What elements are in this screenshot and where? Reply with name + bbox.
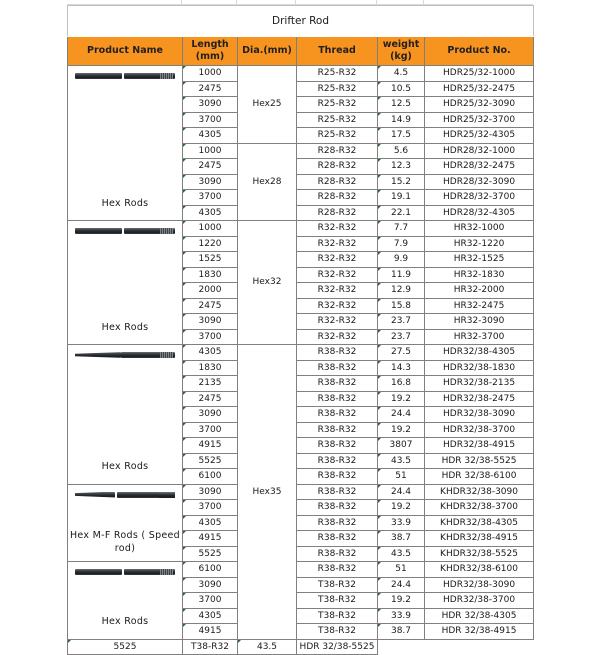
cell-weight[interactable]: 4.5	[378, 66, 425, 82]
cell-comment-flag-icon	[183, 516, 186, 519]
cell-length[interactable]: 3090	[183, 407, 238, 423]
cell-comment-flag-icon	[378, 66, 381, 69]
cell-comment-flag-icon	[183, 175, 186, 178]
cell-product-no[interactable]: HR32-1220	[425, 236, 534, 252]
cell-length[interactable]: 3700	[183, 593, 238, 609]
cell-product-no[interactable]: HDR 32/38-5525	[425, 453, 534, 469]
cell-length[interactable]: 1830	[183, 267, 238, 283]
cell-product-no[interactable]: HDR25/32-1000	[425, 66, 534, 82]
cell-comment-flag-icon	[183, 624, 186, 627]
cell-comment-flag-icon	[183, 128, 186, 131]
cell-comment-flag-icon	[378, 361, 381, 364]
drifter-rod-image	[75, 73, 175, 79]
cell-comment-flag-icon	[183, 578, 186, 581]
ghost-cell	[237, 0, 296, 4]
product-name-cell[interactable]	[68, 562, 183, 640]
cell-weight[interactable]: 43.5	[238, 639, 297, 655]
cell-length[interactable]: 6100	[183, 562, 238, 578]
cell-product-no[interactable]: HR32-1000	[425, 221, 534, 237]
cell-weight[interactable]: 12.9	[378, 283, 425, 299]
cell-comment-flag-icon	[378, 221, 381, 224]
cell-length[interactable]: 4915	[183, 624, 238, 640]
cell-weight[interactable]: 23.7	[378, 314, 425, 330]
cell-comment-flag-icon	[238, 640, 241, 643]
cell-length[interactable]: 3090	[183, 314, 238, 330]
cell-comment-flag-icon	[183, 113, 186, 116]
cell-product-no[interactable]: HDR28/32-3700	[425, 190, 534, 206]
cell-thread[interactable]: R38-R32	[297, 391, 378, 407]
cell-weight[interactable]: 5.6	[378, 143, 425, 159]
cell-weight[interactable]: 19.2	[378, 593, 425, 609]
cell-length[interactable]: 3090	[183, 97, 238, 113]
cell-comment-flag-icon	[183, 423, 186, 426]
cell-length[interactable]: 3700	[183, 190, 238, 206]
cell-thread[interactable]: R38-R32	[297, 546, 378, 562]
cell-product-no[interactable]: HDR32/38-3700	[425, 593, 534, 609]
cell-product-no[interactable]: HDR32/38-2135	[425, 376, 534, 392]
cell-length[interactable]: 2135	[183, 376, 238, 392]
cell-thread[interactable]: R28-R32	[297, 205, 378, 221]
cell-thread[interactable]: T38-R32	[297, 624, 378, 640]
cell-comment-flag-icon	[378, 578, 381, 581]
cell-product-no[interactable]: HDR32/38-3090	[425, 407, 534, 423]
title-row	[68, 6, 534, 37]
cell-comment-flag-icon	[183, 345, 186, 348]
cell-length[interactable]: 1000	[183, 66, 238, 82]
cell-length[interactable]: 6100	[183, 469, 238, 485]
table-row[interactable]	[68, 66, 534, 82]
cell-thread[interactable]: R32-R32	[297, 221, 378, 237]
cell-length[interactable]: 1525	[183, 252, 238, 268]
cell-comment-flag-icon	[378, 624, 381, 627]
cell-length[interactable]: 1000	[183, 143, 238, 159]
cell-weight[interactable]: 43.5	[378, 546, 425, 562]
cell-product-no[interactable]: HDR 32/38-4305	[425, 608, 534, 624]
cell-comment-flag-icon	[378, 144, 381, 147]
cell-product-no[interactable]: KHDR32/38-3090	[425, 484, 534, 500]
cell-comment-flag-icon	[378, 376, 381, 379]
cell-comment-flag-icon	[183, 562, 186, 565]
product-name-label: Hex Rods	[101, 321, 149, 333]
column-header-thread[interactable]: Thread	[297, 37, 378, 66]
cell-product-no[interactable]: HDR25/32-4305	[425, 128, 534, 144]
cell-weight[interactable]: 33.9	[378, 515, 425, 531]
cell-product-no[interactable]: KHDR32/38-6100	[425, 562, 534, 578]
cell-thread[interactable]: T38-R32	[297, 577, 378, 593]
column-header-length[interactable]	[183, 37, 238, 66]
cell-comment-flag-icon	[183, 82, 186, 85]
cell-product-no[interactable]: HDR32/38-4915	[425, 438, 534, 454]
cell-weight[interactable]: 24.4	[378, 484, 425, 500]
cell-thread[interactable]: R28-R32	[297, 159, 378, 175]
ghost-cell	[424, 0, 533, 4]
cell-comment-flag-icon	[378, 423, 381, 426]
cell-length[interactable]: 1830	[183, 360, 238, 376]
cell-product-no[interactable]: HDR 32/38-5525	[297, 639, 378, 655]
cell-weight[interactable]: 7.7	[378, 221, 425, 237]
table-row[interactable]	[68, 562, 534, 578]
cell-comment-flag-icon	[378, 438, 381, 441]
cell-weight[interactable]: 15.8	[378, 298, 425, 314]
table-header-row	[68, 37, 534, 66]
product-name-label: Hex Rods	[101, 197, 149, 209]
cell-comment-flag-icon	[183, 221, 186, 224]
cell-weight[interactable]: 10.5	[378, 81, 425, 97]
cell-length[interactable]: 3090	[183, 484, 238, 500]
cell-thread[interactable]: R38-R32	[297, 345, 378, 361]
cell-length[interactable]: 4305	[183, 128, 238, 144]
cell-length[interactable]: 3090	[183, 174, 238, 190]
ghost-cell	[182, 0, 237, 4]
cell-comment-flag-icon	[68, 640, 71, 643]
speed-rod-image	[75, 492, 175, 498]
ghost-cell	[296, 0, 377, 4]
cell-thread[interactable]: R32-R32	[297, 329, 378, 345]
cell-length[interactable]: 2000	[183, 283, 238, 299]
cell-length[interactable]: 4305	[183, 205, 238, 221]
cell-weight[interactable]: 17.5	[378, 128, 425, 144]
cell-comment-flag-icon	[183, 469, 186, 472]
cell-dia[interactable]: Hex35	[238, 345, 297, 640]
cell-length[interactable]: 4305	[183, 345, 238, 361]
cell-comment-flag-icon	[183, 531, 186, 534]
cell-thread[interactable]: T38-R32	[297, 593, 378, 609]
cell-weight[interactable]: 19.1	[378, 190, 425, 206]
cell-product-no[interactable]: HDR 32/38-4915	[425, 624, 534, 640]
cell-thread[interactable]: R38-R32	[297, 469, 378, 485]
cell-comment-flag-icon	[378, 593, 381, 596]
cell-comment-flag-icon	[378, 97, 381, 100]
cell-comment-flag-icon	[378, 500, 381, 503]
cell-comment-flag-icon	[183, 66, 186, 69]
cell-length[interactable]: 4915	[183, 531, 238, 547]
cell-comment-flag-icon	[378, 531, 381, 534]
cell-comment-flag-icon	[183, 97, 186, 100]
cell-weight[interactable]: 11.9	[378, 267, 425, 283]
cell-comment-flag-icon	[183, 392, 186, 395]
cell-comment-flag-icon	[183, 438, 186, 441]
cell-length[interactable]: 3700	[183, 422, 238, 438]
cell-thread[interactable]: T38-R32	[183, 639, 238, 655]
cell-length[interactable]: 5525	[68, 639, 183, 655]
cell-thread[interactable]: R38-R32	[297, 484, 378, 500]
cell-thread[interactable]: R32-R32	[297, 298, 378, 314]
cell-weight[interactable]: 7.9	[378, 236, 425, 252]
cell-thread[interactable]: R25-R32	[297, 128, 378, 144]
cell-thread[interactable]: R32-R32	[297, 283, 378, 299]
cell-product-no[interactable]: HDR32/38-3090	[425, 577, 534, 593]
cell-product-no[interactable]: KHDR32/38-3700	[425, 500, 534, 516]
cell-thread[interactable]: R32-R32	[297, 267, 378, 283]
product-name-label: Hex Rods	[101, 461, 149, 473]
product-name-cell[interactable]	[68, 221, 183, 345]
cell-weight[interactable]: 16.8	[378, 376, 425, 392]
cell-product-no[interactable]: HR32-3090	[425, 314, 534, 330]
product-name-cell[interactable]	[68, 66, 183, 221]
cell-comment-flag-icon	[378, 407, 381, 410]
cell-comment-flag-icon	[183, 593, 186, 596]
cell-comment-flag-icon	[183, 407, 186, 410]
cell-product-no[interactable]: HR32-2475	[425, 298, 534, 314]
cell-comment-flag-icon	[378, 299, 381, 302]
cell-product-no[interactable]: HDR32/38-1830	[425, 360, 534, 376]
cell-length[interactable]: 4915	[183, 438, 238, 454]
cell-comment-flag-icon	[378, 485, 381, 488]
cell-comment-flag-icon	[183, 159, 186, 162]
cell-weight[interactable]: 33.9	[378, 608, 425, 624]
cell-weight[interactable]: 14.9	[378, 112, 425, 128]
cell-comment-flag-icon	[183, 314, 186, 317]
cell-weight[interactable]: 38.7	[378, 531, 425, 547]
cell-weight[interactable]: 23.7	[378, 329, 425, 345]
cell-comment-flag-icon	[378, 159, 381, 162]
drifter-rod-image	[75, 352, 175, 358]
column-header-unit: (kg)	[390, 51, 412, 62]
ghost-cell	[67, 0, 182, 4]
cell-comment-flag-icon	[183, 330, 186, 333]
cell-thread[interactable]: T38-R32	[297, 608, 378, 624]
product-name-label: Hex Rods	[101, 616, 149, 628]
cell-comment-flag-icon	[378, 547, 381, 550]
cell-length[interactable]: 2475	[183, 391, 238, 407]
column-header-product_no[interactable]: Product No.	[425, 37, 534, 66]
cell-thread[interactable]: R38-R32	[297, 360, 378, 376]
cell-product-no[interactable]: HDR28/32-4305	[425, 205, 534, 221]
cell-product-no[interactable]: HDR25/32-3700	[425, 112, 534, 128]
cell-weight[interactable]: 24.4	[378, 577, 425, 593]
cell-thread[interactable]: R38-R32	[297, 500, 378, 516]
cell-comment-flag-icon	[183, 268, 186, 271]
product-name-cell[interactable]	[68, 345, 183, 485]
cell-product-no[interactable]: HDR32/38-3700	[425, 422, 534, 438]
cell-length[interactable]: 2475	[183, 159, 238, 175]
cell-comment-flag-icon	[183, 190, 186, 193]
drifter-rod-image	[75, 228, 175, 234]
cell-weight[interactable]: 14.3	[378, 360, 425, 376]
cell-weight[interactable]: 12.5	[378, 97, 425, 113]
cell-comment-flag-icon	[378, 128, 381, 131]
column-header-weight[interactable]	[378, 37, 425, 66]
cell-weight[interactable]: 43.5	[378, 453, 425, 469]
cell-thread[interactable]: R38-R32	[297, 376, 378, 392]
cell-weight[interactable]: 12.3	[378, 159, 425, 175]
cell-comment-flag-icon	[378, 392, 381, 395]
column-header-label: Length	[191, 39, 229, 51]
cell-comment-flag-icon	[183, 485, 186, 488]
cell-length[interactable]: 2475	[183, 298, 238, 314]
cell-thread[interactable]: R32-R32	[297, 236, 378, 252]
product-name-cell[interactable]	[68, 484, 183, 562]
cell-dia[interactable]: Hex32	[238, 221, 297, 345]
cell-comment-flag-icon	[378, 283, 381, 286]
cell-product-no[interactable]: HR32-1830	[425, 267, 534, 283]
cell-comment-flag-icon	[378, 206, 381, 209]
cell-length[interactable]: 5525	[183, 453, 238, 469]
cell-length[interactable]: 3700	[183, 500, 238, 516]
cell-weight[interactable]: 38.7	[378, 624, 425, 640]
cell-dia[interactable]: Hex28	[238, 143, 297, 221]
cell-thread[interactable]: R28-R32	[297, 143, 378, 159]
cell-length[interactable]: 4305	[183, 608, 238, 624]
cell-length[interactable]: 4305	[183, 515, 238, 531]
cell-product-no[interactable]: KHDR32/38-4305	[425, 515, 534, 531]
cell-product-no[interactable]: HDR32/38-4305	[425, 345, 534, 361]
cell-comment-flag-icon	[183, 299, 186, 302]
cell-comment-flag-icon	[378, 82, 381, 85]
drifter-rod-image	[75, 569, 175, 575]
cell-dia[interactable]: Hex25	[238, 66, 297, 144]
cell-thread[interactable]: R38-R32	[297, 438, 378, 454]
cell-comment-flag-icon	[183, 547, 186, 550]
cell-weight[interactable]: 19.2	[378, 391, 425, 407]
cell-weight[interactable]: 3807	[378, 438, 425, 454]
table-row[interactable]	[68, 484, 534, 500]
cell-thread[interactable]: R25-R32	[297, 66, 378, 82]
cell-comment-flag-icon	[378, 113, 381, 116]
cell-weight[interactable]: 19.2	[378, 422, 425, 438]
cell-comment-flag-icon	[183, 454, 186, 457]
cell-product-no[interactable]: HDR28/32-1000	[425, 143, 534, 159]
cell-weight[interactable]: 19.2	[378, 500, 425, 516]
cell-comment-flag-icon	[378, 345, 381, 348]
cell-comment-flag-icon	[378, 516, 381, 519]
cell-comment-flag-icon	[378, 330, 381, 333]
cell-weight[interactable]: 51	[378, 469, 425, 485]
cell-comment-flag-icon	[378, 252, 381, 255]
cell-product-no[interactable]: HDR 32/38-6100	[425, 469, 534, 485]
cell-weight[interactable]: 27.5	[378, 345, 425, 361]
cell-length[interactable]: 3700	[183, 329, 238, 345]
cell-weight[interactable]: 24.4	[378, 407, 425, 423]
cell-product-no[interactable]: HDR28/32-3090	[425, 174, 534, 190]
table-row[interactable]	[68, 345, 534, 361]
table-row[interactable]	[68, 639, 534, 655]
cell-comment-flag-icon	[378, 562, 381, 565]
column-header-unit: (mm)	[195, 51, 225, 62]
cell-thread[interactable]: R28-R32	[297, 190, 378, 206]
cell-comment-flag-icon	[378, 175, 381, 178]
cell-comment-flag-icon	[378, 314, 381, 317]
cell-comment-flag-icon	[183, 376, 186, 379]
cell-thread[interactable]: R32-R32	[297, 252, 378, 268]
column-header-product_name[interactable]: Product Name	[68, 37, 183, 66]
column-header-label: weight	[382, 39, 420, 51]
cell-comment-flag-icon	[378, 454, 381, 457]
cell-thread[interactable]: R25-R32	[297, 81, 378, 97]
cell-thread[interactable]: R38-R32	[297, 562, 378, 578]
cell-weight[interactable]: 9.9	[378, 252, 425, 268]
cell-length[interactable]: 3090	[183, 577, 238, 593]
cell-comment-flag-icon	[183, 206, 186, 209]
cell-product-no[interactable]: HR32-1525	[425, 252, 534, 268]
cell-comment-flag-icon	[378, 268, 381, 271]
cell-comment-flag-icon	[378, 190, 381, 193]
drifter-rod-table	[67, 5, 534, 655]
cell-thread[interactable]: R28-R32	[297, 174, 378, 190]
cell-comment-flag-icon	[183, 283, 186, 286]
cell-product-no[interactable]: KHDR32/38-4915	[425, 531, 534, 547]
cell-product-no[interactable]: HR32-3700	[425, 329, 534, 345]
cell-length[interactable]: 3700	[183, 112, 238, 128]
cell-thread[interactable]: R25-R32	[297, 112, 378, 128]
cell-length[interactable]: 1220	[183, 236, 238, 252]
cell-product-no[interactable]: HDR32/38-2475	[425, 391, 534, 407]
cell-length[interactable]: 1000	[183, 221, 238, 237]
cell-product-no[interactable]: HR32-2000	[425, 283, 534, 299]
cell-product-no[interactable]: HDR28/32-2475	[425, 159, 534, 175]
table-title: Drifter Rod	[68, 6, 534, 37]
product-name-label: Hex M-F Rods ( Speed rod)	[69, 530, 181, 554]
cell-weight[interactable]: 51	[378, 562, 425, 578]
cell-thread[interactable]: R25-R32	[297, 97, 378, 113]
cell-weight[interactable]: 15.2	[378, 174, 425, 190]
cell-length[interactable]: 5525	[183, 546, 238, 562]
cell-comment-flag-icon	[183, 252, 186, 255]
table-row[interactable]	[68, 221, 534, 237]
cell-comment-flag-icon	[183, 500, 186, 503]
cell-thread[interactable]: R38-R32	[297, 515, 378, 531]
cell-thread[interactable]: R38-R32	[297, 531, 378, 547]
cell-comment-flag-icon	[183, 237, 186, 240]
column-header-dia[interactable]: Dia.(mm)	[238, 37, 297, 66]
cell-comment-flag-icon	[183, 144, 186, 147]
cell-weight[interactable]: 22.1	[378, 205, 425, 221]
cell-comment-flag-icon	[378, 237, 381, 240]
ghost-cell	[377, 0, 424, 4]
cell-comment-flag-icon	[183, 609, 186, 612]
cell-thread[interactable]: R38-R32	[297, 407, 378, 423]
cell-length[interactable]: 2475	[183, 81, 238, 97]
cell-thread[interactable]: R38-R32	[297, 422, 378, 438]
cell-product-no[interactable]: HDR25/32-2475	[425, 81, 534, 97]
cell-thread[interactable]: R38-R32	[297, 453, 378, 469]
cell-comment-flag-icon	[183, 361, 186, 364]
cell-thread[interactable]: R32-R32	[297, 314, 378, 330]
cell-product-no[interactable]: KHDR32/38-5525	[425, 546, 534, 562]
cell-product-no[interactable]: HDR25/32-3090	[425, 97, 534, 113]
cell-comment-flag-icon	[378, 469, 381, 472]
cell-comment-flag-icon	[378, 609, 381, 612]
